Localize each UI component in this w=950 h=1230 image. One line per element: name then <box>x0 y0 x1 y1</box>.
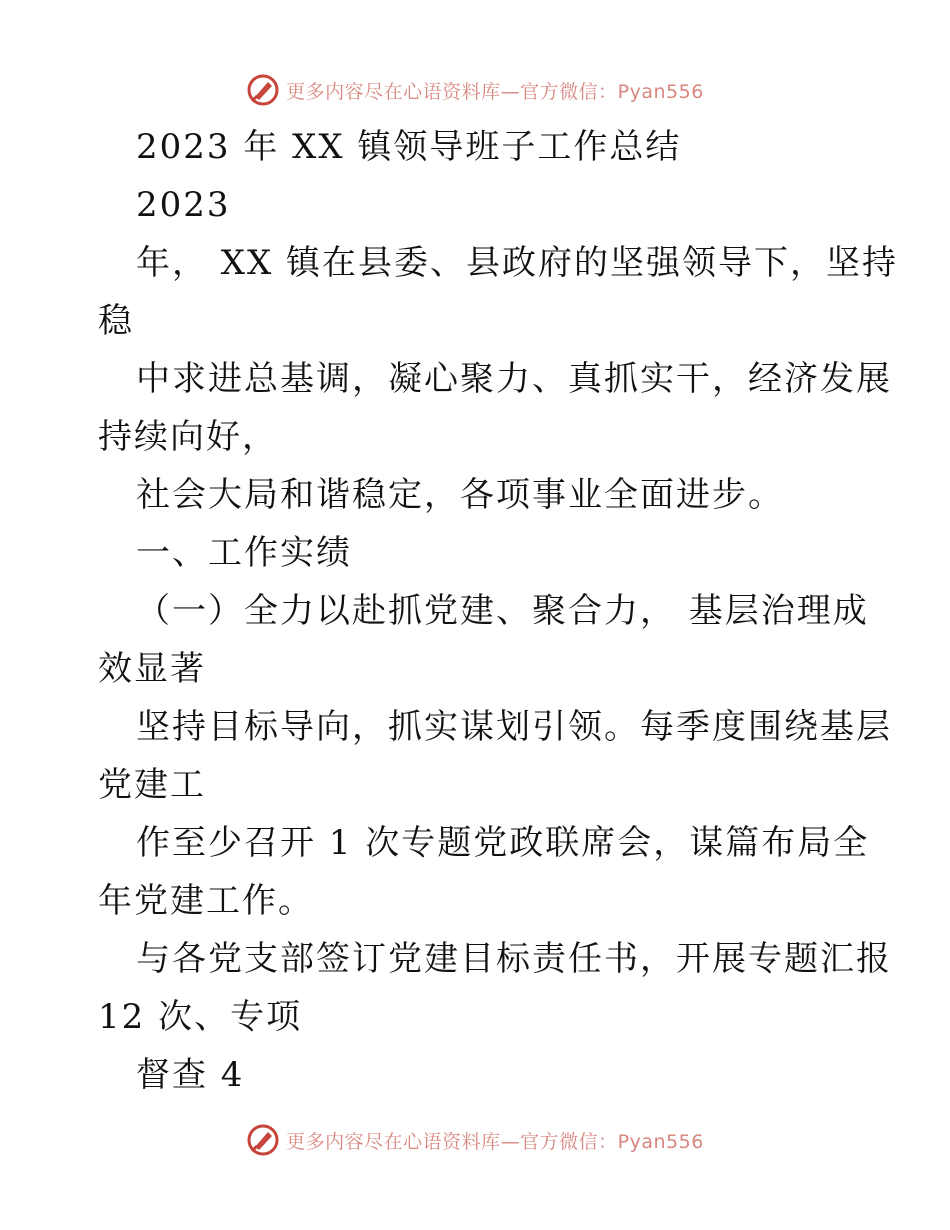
text-line: 督查 4 <box>136 1055 245 1095</box>
watermark-text: 更多内容尽在心语资料库—官方微信：Pyan556 <box>286 1130 704 1153</box>
text-line: 作至少召开 1 次专题党政联席会，谋篇布局全 <box>136 823 870 863</box>
text-line: 年， XX 镇在县委、县政府的坚强领导下，坚持 <box>136 243 899 283</box>
text-line: 党建工 <box>98 765 206 805</box>
text-line: 2023 <box>136 185 231 225</box>
subsection-heading-continued: 效显著 <box>98 649 206 689</box>
logo-icon <box>246 1123 280 1157</box>
document-body <box>98 118 899 1104</box>
section-heading: 一、工作实绩 <box>136 533 352 573</box>
watermark-text: 更多内容尽在心语资料库—官方微信：Pyan556 <box>286 80 704 103</box>
text-line: 坚持目标导向，抓实谋划引领。每季度围绕基层 <box>136 707 892 747</box>
text-line: 稳 <box>98 301 134 341</box>
text-line: 社会大局和谐稳定，各项事业全面进步。 <box>136 475 784 515</box>
subsection-heading: （一）全力以赴抓党建、聚合力， 基层治理成 <box>136 591 869 631</box>
watermark-header <box>0 70 950 110</box>
logo-icon <box>246 73 280 107</box>
watermark-footer <box>0 1120 950 1160</box>
text-line: 年党建工作。 <box>98 881 314 921</box>
text-line: 12 次、专项 <box>98 997 303 1037</box>
text-line: 与各党支部签订党建目标责任书，开展专题汇报 <box>136 939 892 979</box>
text-line: 持续向好， <box>98 417 278 457</box>
document-title: 2023 年 XX 镇领导班子工作总结 <box>136 127 682 167</box>
text-line: 中求进总基调，凝心聚力、真抓实干，经济发展 <box>136 359 892 399</box>
